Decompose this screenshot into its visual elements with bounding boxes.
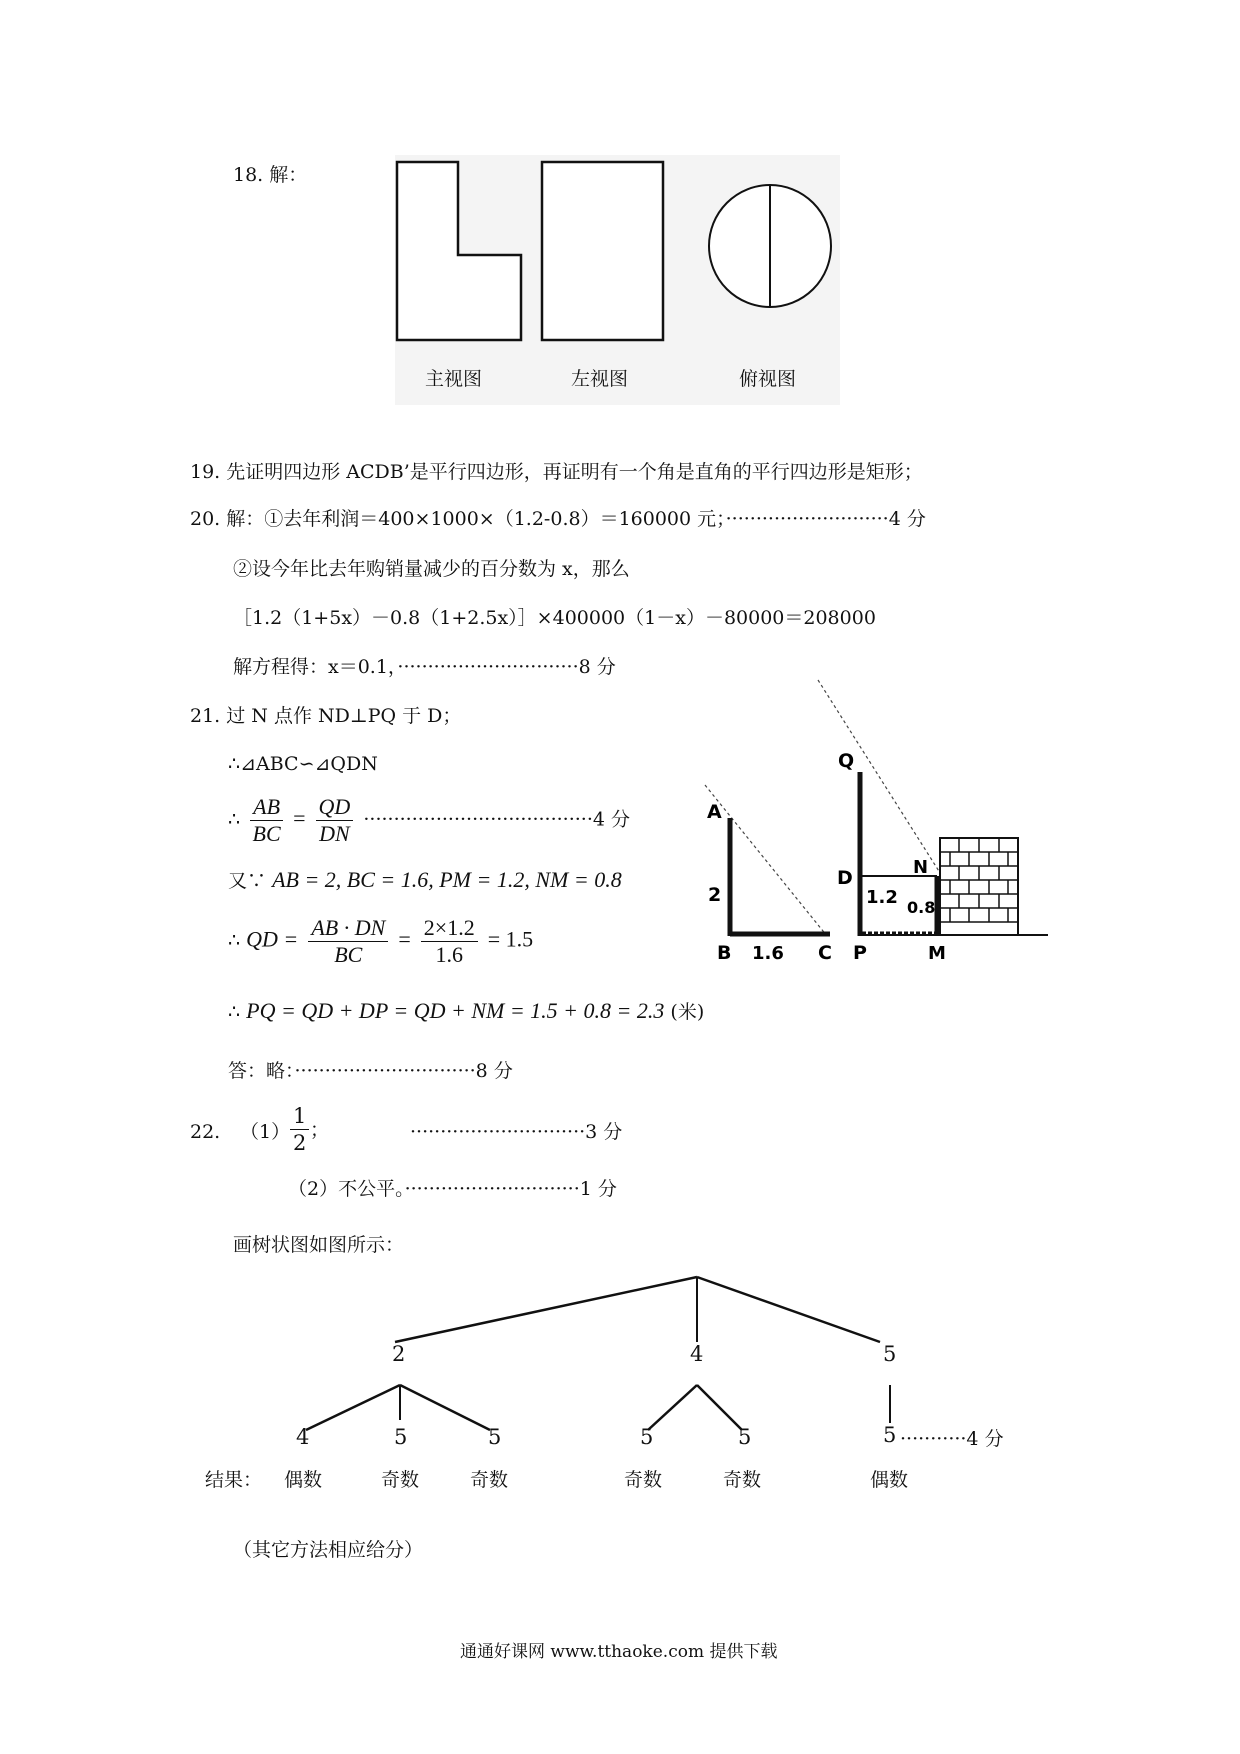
q20-line1: 20. 解：①去年利润＝400×1000×（1.2-0.8）＝160000 元；···························4 分 — [190, 508, 926, 530]
therefore-symbol: ∴ — [228, 929, 241, 952]
tree-node-l1: 5 — [883, 1342, 897, 1366]
result-item: 偶数 — [284, 1469, 323, 1491]
therefore-symbol: ∴ — [228, 808, 241, 831]
result-label: 结果： — [205, 1469, 263, 1491]
fraction-numerator: 2×1.2 — [421, 915, 478, 942]
tree-node-l2: 5 — [738, 1425, 752, 1449]
tree-node-l2: 5 — [640, 1425, 654, 1449]
given-expression: AB = 2, BC = 1.6, PM = 1.2, NM = 0.8 — [272, 867, 622, 892]
q22-part1-score: ·····························3 分 — [410, 1121, 623, 1143]
tree-node-l2: 5 — [394, 1425, 408, 1449]
q21-pq-line — [228, 999, 704, 1024]
qd-lhs: QD = — [246, 926, 299, 952]
q20-line4: 解方程得：x＝0.1，······························8 分 — [233, 656, 616, 678]
shadow-line-abc — [705, 785, 827, 936]
side-view-shape — [542, 162, 663, 340]
caption-front-view: 主视图 — [425, 368, 483, 390]
fraction-denominator: BC — [334, 942, 363, 967]
qd-result: = 1.5 — [487, 926, 534, 952]
q18-label: 18. 解： — [233, 164, 308, 186]
tree-node-l2: 5 — [883, 1423, 897, 1447]
tree-node-l2: 5 — [488, 1425, 502, 1449]
value-nm: 0.8 — [907, 898, 936, 917]
tree-branch — [648, 1385, 697, 1430]
value-ab: 2 — [708, 884, 722, 906]
fraction-numerator: 1 — [290, 1103, 309, 1130]
equals-sign: = — [293, 805, 306, 831]
tree-branch — [400, 1385, 490, 1430]
q22-note: （其它方法相应给分） — [233, 1539, 424, 1561]
q21-qd-line — [228, 915, 533, 968]
q21-figure — [705, 680, 1048, 964]
label-p: P — [853, 942, 867, 964]
q21-line1: 21. 过 N 点作 ND⊥PQ 于 D； — [190, 705, 462, 727]
q22-part2: （2）不公平。·····························1 分 — [288, 1178, 617, 1200]
fraction-denominator: BC — [252, 821, 281, 846]
result-item: 奇数 — [381, 1469, 420, 1491]
tree-branch — [306, 1385, 400, 1430]
fraction-numeric — [421, 915, 478, 968]
fraction-ab-bc — [250, 794, 283, 847]
fraction-one-half — [290, 1103, 309, 1156]
fraction-ab-dn-bc — [308, 915, 388, 968]
unit-meters: (米) — [670, 1001, 705, 1023]
value-bc: 1.6 — [752, 943, 784, 964]
q21-ratio-line — [228, 794, 630, 847]
q20-line2: ②设今年比去年购销量减少的百分数为 x，那么 — [233, 558, 630, 580]
fraction-numerator: AB · DN — [308, 915, 388, 942]
q21-given-line — [228, 868, 622, 893]
label-d: D — [837, 867, 853, 889]
given-prefix: 又∵ — [228, 870, 267, 892]
caption-top-view: 俯视图 — [739, 368, 797, 390]
score-4: ······································4 分 — [363, 808, 631, 831]
q21-line2: ∴⊿ABC∽⊿QDN — [228, 753, 378, 775]
fraction-denominator: DN — [319, 821, 350, 846]
shadow-line-qn — [818, 680, 942, 876]
fraction-denominator: 2 — [293, 1131, 307, 1155]
q22-part1-label: （1） — [240, 1121, 291, 1143]
label-c: C — [818, 942, 832, 964]
label-a: A — [707, 801, 722, 823]
q22-part1-fraction — [290, 1103, 309, 1156]
fraction-denominator: 1.6 — [435, 942, 463, 967]
footer-text: 通通好课网 www.tthaoke.com 提供下载 — [460, 1642, 778, 1662]
q20-line3: ［1.2（1+5x）－0.8（1+2.5x）］×400000（1－x）－80000＝208000 — [233, 607, 876, 629]
label-q: Q — [838, 750, 855, 772]
tree-score: ···········4 分 — [900, 1428, 1004, 1450]
pq-expression: PQ = QD + DP = QD + NM = 1.5 + 0.8 = 2.3 — [246, 998, 665, 1023]
result-item: 奇数 — [470, 1469, 509, 1491]
q19-text: 19. 先证明四边形 ACDB’是平行四边形，再证明有一个角是直角的平行四边形是矩形； — [190, 461, 923, 483]
tree-node-l1: 4 — [690, 1342, 704, 1366]
label-n: N — [913, 857, 929, 878]
result-item: 偶数 — [870, 1469, 909, 1491]
q21-answer: 答：略：······························8 分 — [228, 1060, 513, 1082]
fraction-qd-dn — [316, 794, 354, 847]
q22-number: 22. — [190, 1121, 221, 1143]
therefore-symbol: ∴ — [228, 1001, 241, 1023]
label-b: B — [717, 942, 732, 964]
result-item: 奇数 — [624, 1469, 663, 1491]
label-m: M — [928, 943, 946, 964]
result-item: 奇数 — [723, 1469, 762, 1491]
equals-sign: = — [398, 926, 411, 952]
tree-branch — [395, 1277, 697, 1342]
caption-side-view: 左视图 — [571, 368, 629, 390]
q22-tree-intro: 画树状图如图所示： — [233, 1234, 405, 1256]
q22-part1-semicolon: ； — [310, 1119, 330, 1141]
tree-branch — [697, 1385, 742, 1430]
tree-node-l2: 4 — [296, 1425, 310, 1449]
brick-wall — [937, 838, 1018, 935]
value-pm: 1.2 — [866, 887, 898, 908]
fraction-numerator: AB — [250, 794, 283, 821]
fraction-numerator: QD — [316, 794, 354, 821]
tree-node-l1: 2 — [392, 1342, 406, 1366]
tree-branch — [697, 1277, 880, 1342]
